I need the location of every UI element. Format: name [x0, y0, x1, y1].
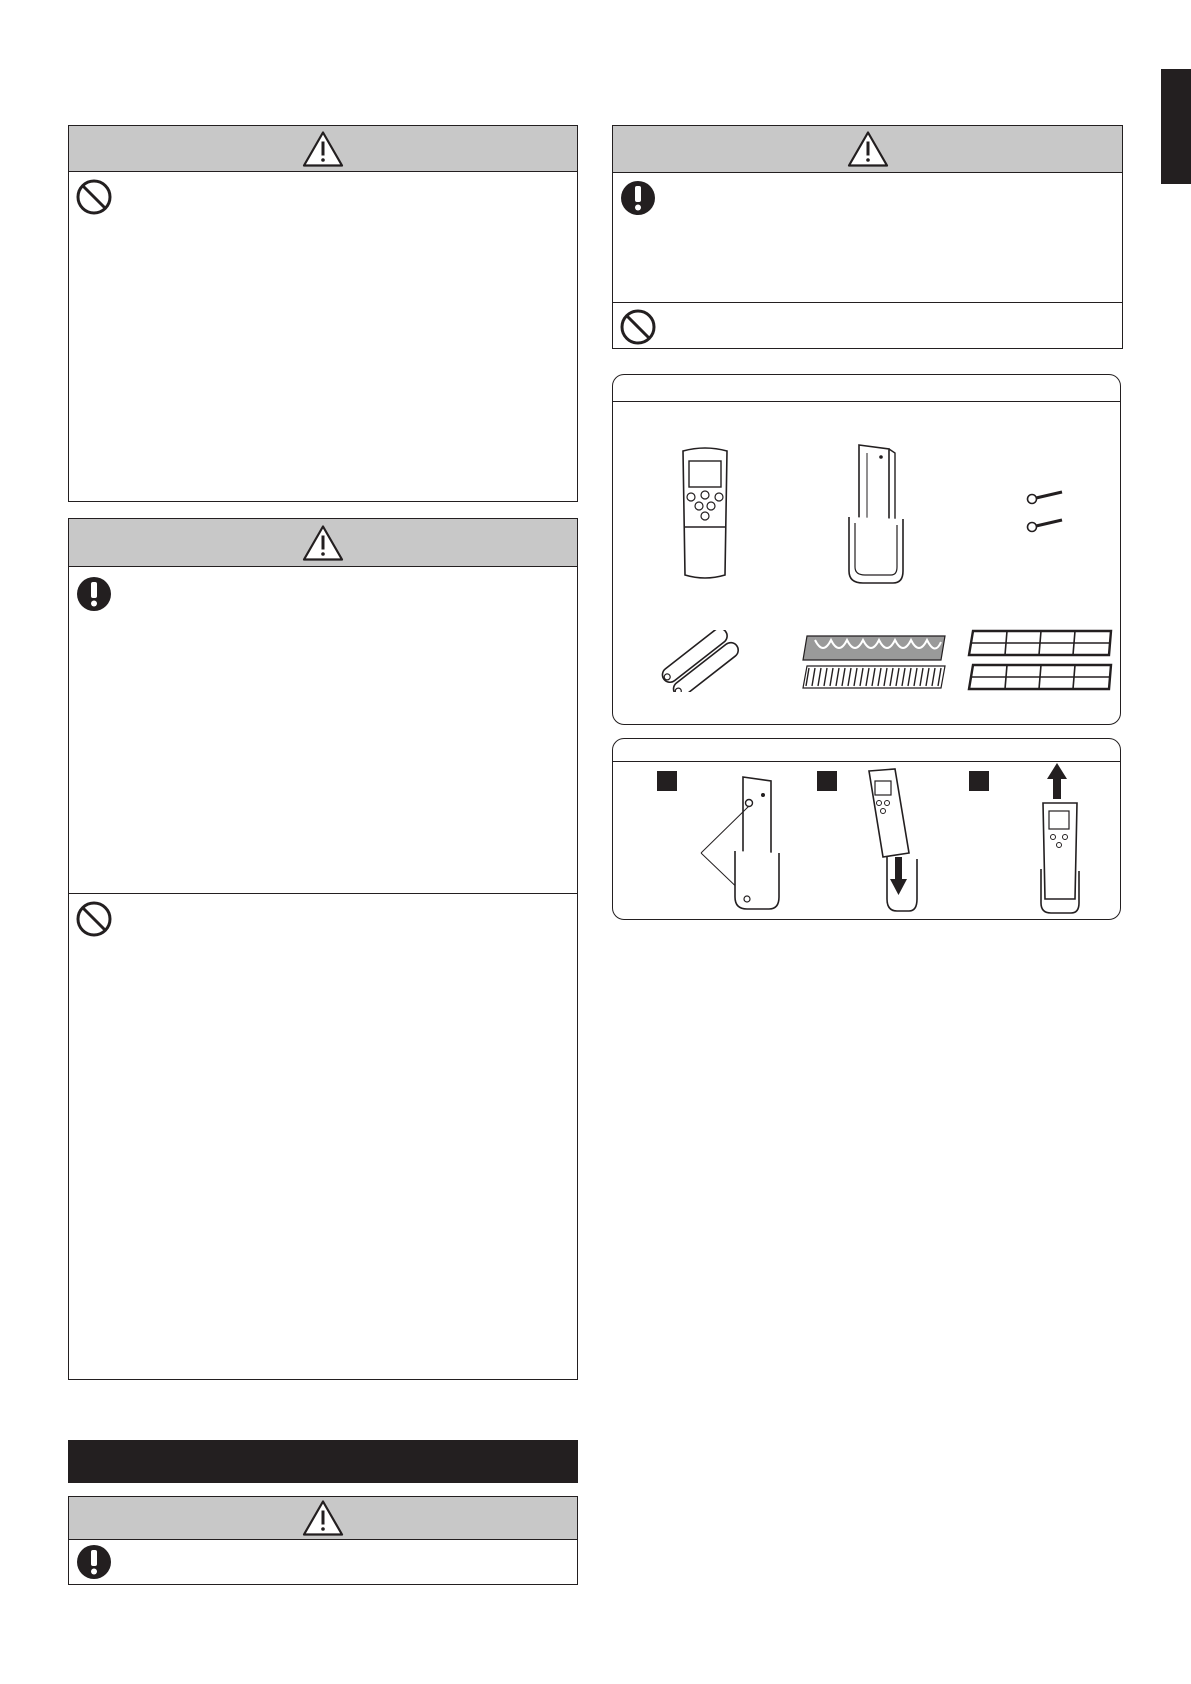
prohibition-icon [619, 308, 657, 346]
panel-header-line [613, 761, 1120, 762]
exclamation-circle-icon [619, 179, 657, 217]
holder-installation-panel [612, 738, 1121, 920]
insert-remote-icon [865, 767, 927, 917]
remote-controller-icon [677, 447, 733, 583]
air-filter-icon [801, 630, 951, 692]
section-divider [69, 893, 577, 894]
warning-triangle-icon [302, 1500, 344, 1537]
caution-header [69, 519, 577, 567]
exclamation-circle-icon [75, 575, 113, 613]
step-3-marker [969, 771, 989, 791]
holder-mounting-icon [697, 773, 787, 915]
remote-holder-icon [841, 443, 909, 587]
step-1-marker [657, 771, 677, 791]
caution-header [69, 126, 577, 172]
warning-triangle-icon [847, 131, 889, 168]
exclamation-circle-icon [75, 1543, 113, 1581]
section-divider [613, 302, 1122, 303]
panel-header-line [613, 401, 1120, 402]
step-2-marker [817, 771, 837, 791]
warning-triangle-icon [302, 130, 344, 167]
caution-header [613, 126, 1122, 173]
warning-triangle-icon [302, 524, 344, 561]
screws-icon [1026, 487, 1066, 537]
caution-box-2 [68, 518, 578, 1380]
filter-frame-icon [967, 627, 1115, 693]
caution-box-3 [68, 1496, 578, 1585]
batteries-icon [653, 630, 753, 692]
caution-box-4 [612, 125, 1123, 349]
caution-header [69, 1497, 577, 1540]
prohibition-icon [75, 178, 113, 216]
prohibition-icon [75, 900, 113, 938]
section-tab [1161, 69, 1191, 184]
section-heading-bar [68, 1440, 578, 1483]
caution-box-1 [68, 125, 578, 502]
remove-remote-icon [1035, 763, 1085, 917]
accessories-panel [612, 374, 1121, 725]
